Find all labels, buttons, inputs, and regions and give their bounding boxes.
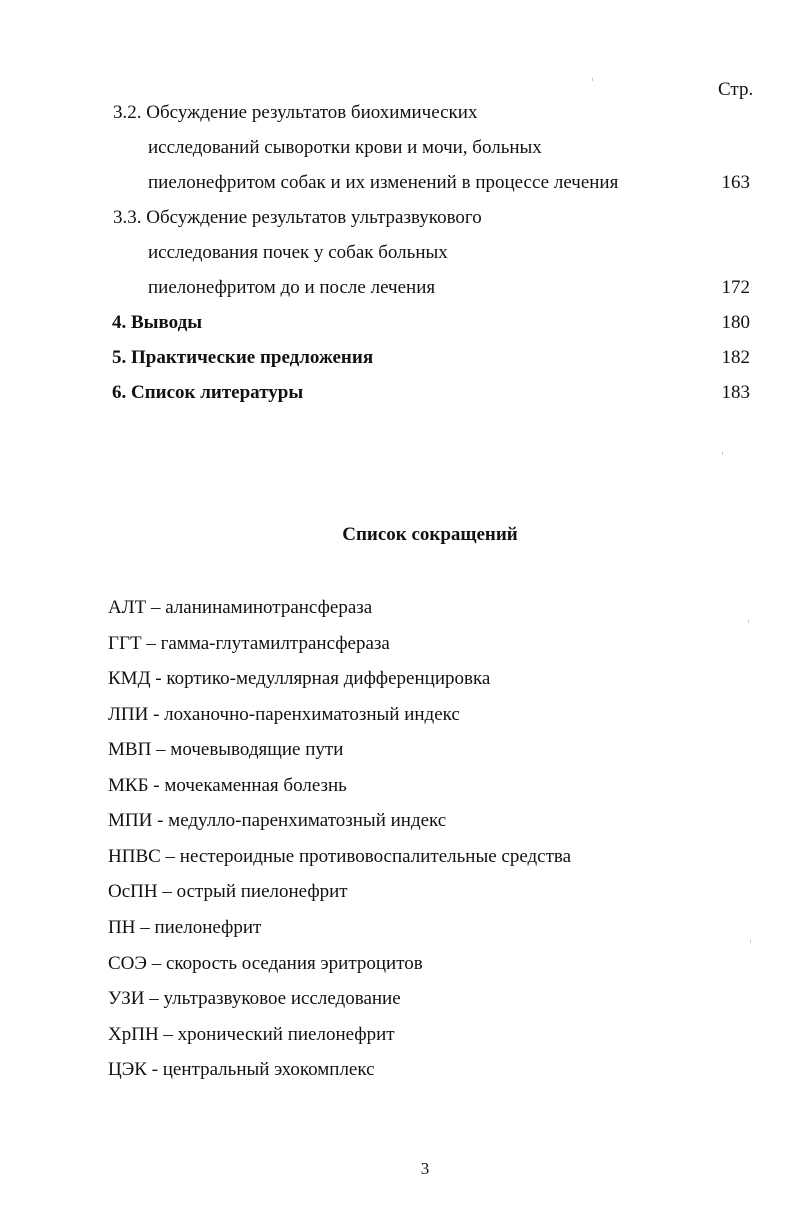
abbreviation-separator: - — [148, 775, 165, 796]
abbreviation-item — [108, 916, 261, 940]
abbreviation-definition: нестероидные противовоспалительные средства — [179, 846, 572, 867]
abbreviation-definition: медулло-паренхиматозный индекс — [168, 810, 447, 831]
abbreviation-item — [108, 1058, 375, 1082]
abbreviation-item — [108, 809, 446, 833]
abbreviation-item — [108, 952, 423, 976]
abbreviation-definition: хронический пиелонефрит — [177, 1024, 395, 1045]
abbreviation-item — [108, 632, 390, 656]
abbreviation-term: ЛПИ — [108, 704, 149, 725]
toc-page-column-label: Стр. — [718, 79, 754, 100]
abbreviations-title: Список сокращений — [342, 524, 518, 545]
abbreviation-term: ОсПН — [108, 881, 158, 902]
abbreviation-definition: гамма-глутамилтрансфераза — [160, 633, 390, 654]
toc-page-number: 180 — [721, 312, 750, 333]
abbreviation-term: УЗИ — [108, 988, 145, 1009]
abbreviation-separator: – — [160, 846, 180, 867]
abbreviation-item — [108, 845, 571, 869]
abbreviation-definition: аланинаминотрансфераза — [165, 597, 373, 618]
toc-entry-line: исследований сыворотки крови и мочи, больных — [148, 137, 542, 158]
abbreviation-item — [108, 667, 490, 691]
abbreviation-separator: - — [148, 704, 165, 725]
abbreviation-separator: – — [146, 953, 166, 974]
abbreviation-item — [108, 703, 460, 727]
abbreviation-term: МВП — [108, 739, 152, 760]
toc-entry-line: 3.2. Обсуждение результатов биохимических — [113, 102, 478, 123]
abbreviation-separator: – — [151, 739, 171, 760]
abbreviation-definition: мочекаменная болезнь — [164, 775, 347, 796]
scan-speck — [748, 620, 749, 623]
scan-speck — [592, 78, 593, 81]
abbreviation-separator: – — [158, 1024, 178, 1045]
abbreviation-term: ГГТ — [108, 633, 142, 654]
toc-entry-line: 3.3. Обсуждение результатов ультразвукового — [113, 207, 482, 228]
toc-page-number: 183 — [721, 382, 750, 403]
abbreviation-separator: – — [135, 917, 155, 938]
abbreviation-separator: - — [146, 1059, 163, 1080]
abbreviation-item — [108, 880, 348, 904]
abbreviation-definition: ультразвуковое исследование — [163, 988, 401, 1009]
abbreviation-term: МКБ — [108, 775, 149, 796]
abbreviation-term: АЛТ — [108, 597, 147, 618]
abbreviation-term: КМД — [108, 668, 151, 689]
abbreviation-definition: кортико-медуллярная дифференцировка — [166, 668, 491, 689]
abbreviation-definition: центральный эхокомплекс — [162, 1059, 375, 1080]
abbreviation-definition: лоханочно-паренхиматозный индекс — [164, 704, 460, 725]
toc-entry-title: 5. Практические предложения — [112, 347, 374, 368]
scan-speck — [722, 452, 723, 455]
abbreviation-definition: острый пиелонефрит — [176, 881, 348, 902]
page-number: 3 — [420, 1159, 430, 1178]
scan-speck — [750, 940, 751, 943]
abbreviation-term: ЦЭК — [108, 1059, 147, 1080]
abbreviation-separator: - — [152, 810, 169, 831]
abbreviation-separator: – — [146, 597, 166, 618]
abbreviation-item — [108, 1023, 395, 1047]
abbreviation-separator: – — [144, 988, 164, 1009]
abbreviation-term: МПИ — [108, 810, 153, 831]
toc-entry-title: 4. Выводы — [112, 312, 203, 333]
toc-entry-line: исследования почек у собак больных — [148, 242, 448, 263]
abbreviation-separator: - — [150, 668, 167, 689]
abbreviation-term: НПВС — [108, 846, 161, 867]
toc-page-number: 163 — [721, 172, 750, 193]
abbreviation-item — [108, 738, 343, 762]
toc-entry-line: пиелонефритом до и после лечения — [148, 277, 436, 298]
abbreviation-definition: мочевыводящие пути — [170, 739, 344, 760]
abbreviation-definition: скорость оседания эритроцитов — [165, 953, 423, 974]
abbreviation-definition: пиелонефрит — [154, 917, 262, 938]
toc-page-number: 182 — [721, 347, 750, 368]
abbreviation-item — [108, 596, 372, 620]
abbreviation-item — [108, 987, 401, 1011]
abbreviation-term: ХрПН — [108, 1024, 159, 1045]
toc-entry-line: пиелонефритом собак и их изменений в процессе лечения — [148, 172, 619, 193]
abbreviation-term: СОЭ — [108, 953, 147, 974]
abbreviation-item — [108, 774, 347, 798]
abbreviation-separator: – — [141, 633, 161, 654]
abbreviation-term: ПН — [108, 917, 136, 938]
toc-entry-title: 6. Список литературы — [112, 382, 304, 403]
toc-page-number: 172 — [721, 277, 750, 298]
abbreviation-separator: – — [157, 881, 177, 902]
